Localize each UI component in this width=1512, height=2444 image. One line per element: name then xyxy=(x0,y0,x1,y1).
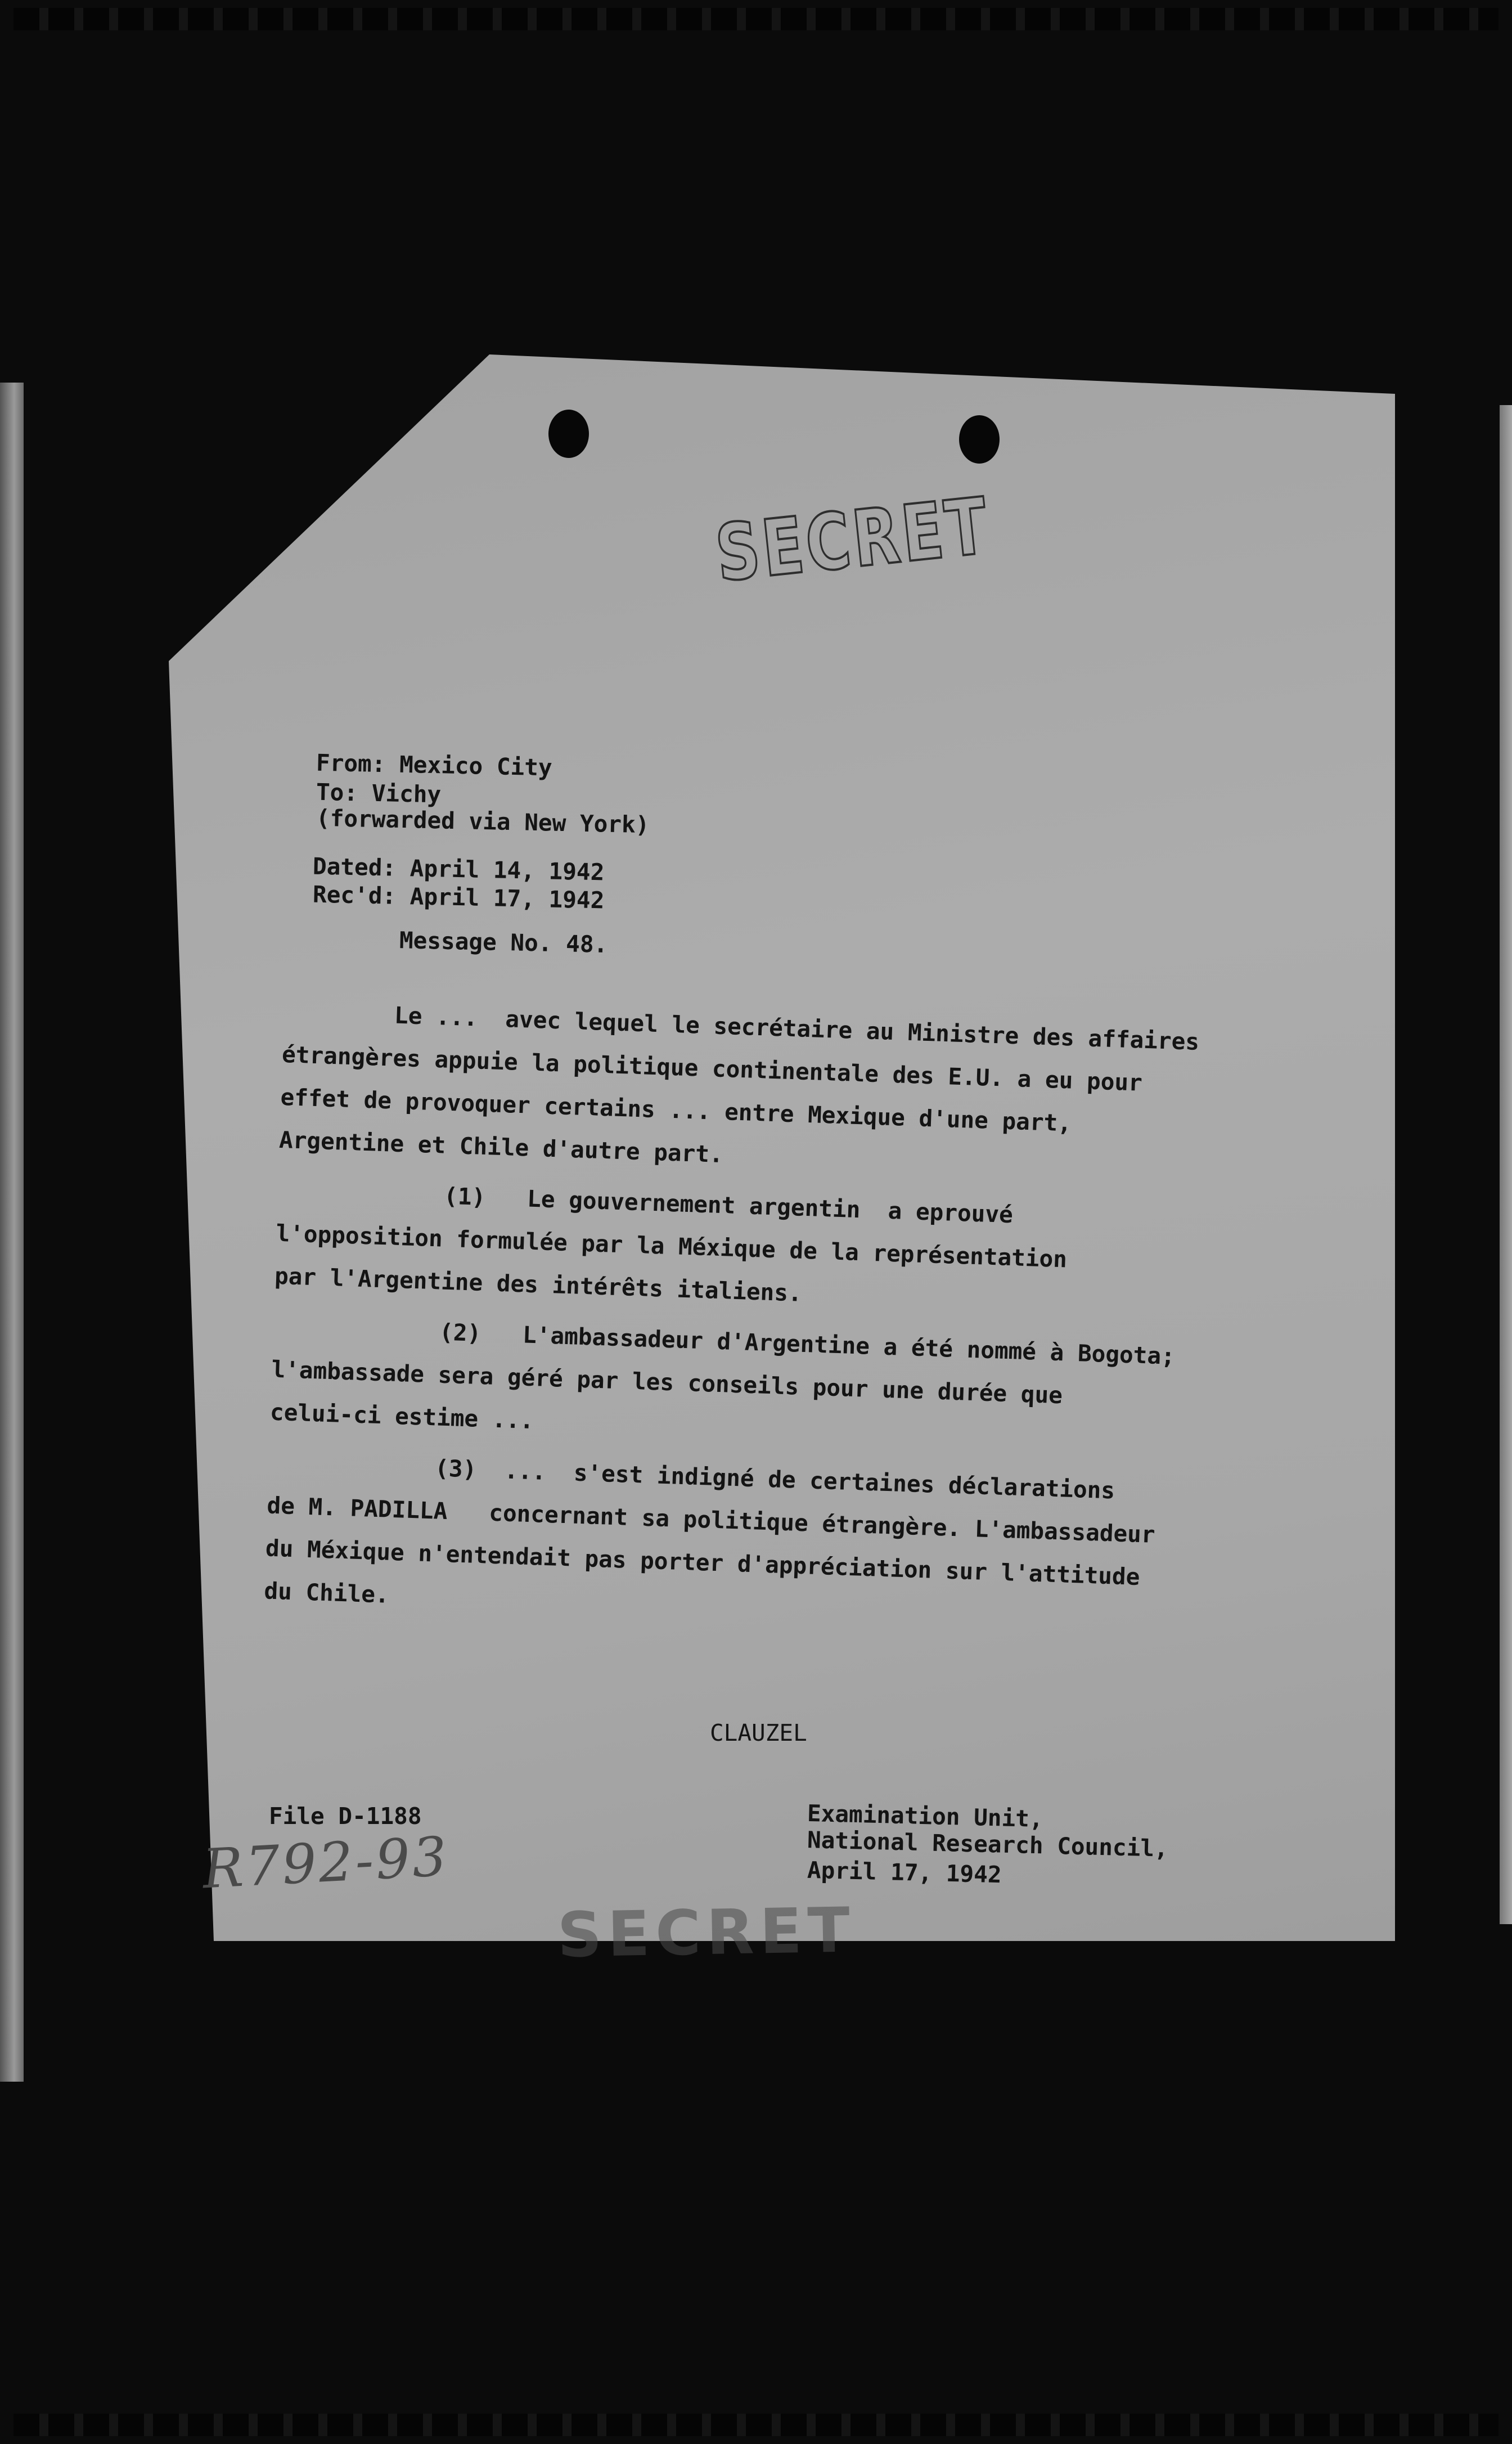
to-line: To: Vichy xyxy=(316,778,442,808)
forwarded-line: (forwarded via New York) xyxy=(316,804,650,839)
footer-unit: Examination Unit, xyxy=(807,1799,1044,1833)
dated-line: Dated: April 14, 1942 xyxy=(312,852,605,886)
secret-stamp-bottom: SECRET xyxy=(556,1894,856,1971)
footer-council: National Research Council, xyxy=(807,1826,1169,1862)
punch-hole-left xyxy=(548,410,589,458)
handwritten-reference: R792-93 xyxy=(201,1825,451,1901)
message-number: Message No. 48. xyxy=(399,927,608,958)
film-sprocket-top xyxy=(14,8,1498,30)
footer-date: April 17, 1942 xyxy=(807,1856,1002,1889)
paragraph-intro: Le ... avec lequel le secrétaire au Ministre des affaires étrangères appuie la politique continentale des E.U. a eu pour effet de provoquer certains ... entre Mexique d'une part, Argentine et Chile d'autre part. xyxy=(278,998,1200,1169)
paragraph-point-3: (3) ... s'est indigné de certaines déclarations de M. PADILLA concernant sa politique étrangère. L'ambassadeur du Méxique n'entendait pas porter d'appréciation sur l'attitude du Chile. xyxy=(263,1449,1156,1609)
film-sprocket-bottom xyxy=(14,2414,1498,2436)
adjacent-frame-right xyxy=(1500,405,1512,1924)
paragraph-point-2: (2) L'ambassadeur d'Argentine a été nommé à Bogota; l'ambassade sera géré par les conseils pour une durée que celui-ci estime ... xyxy=(269,1313,1176,1435)
received-line: Rec'd: April 17, 1942 xyxy=(312,880,605,914)
signature: CLAUZEL xyxy=(710,1719,807,1746)
message-body xyxy=(263,990,1330,1655)
from-line: From: Mexico City xyxy=(316,749,553,781)
adjacent-frame-left xyxy=(0,383,24,2082)
file-number: File D-1188 xyxy=(269,1803,422,1830)
paragraph-point-1: (1) Le gouvernement argentin a eprouvé l'opposition formulée par la Méxique de la représentation par l'Argentine des intérêts italiens. xyxy=(274,1176,1068,1307)
punch-hole-right xyxy=(959,415,1000,464)
secret-stamp: SECRET xyxy=(712,480,994,600)
